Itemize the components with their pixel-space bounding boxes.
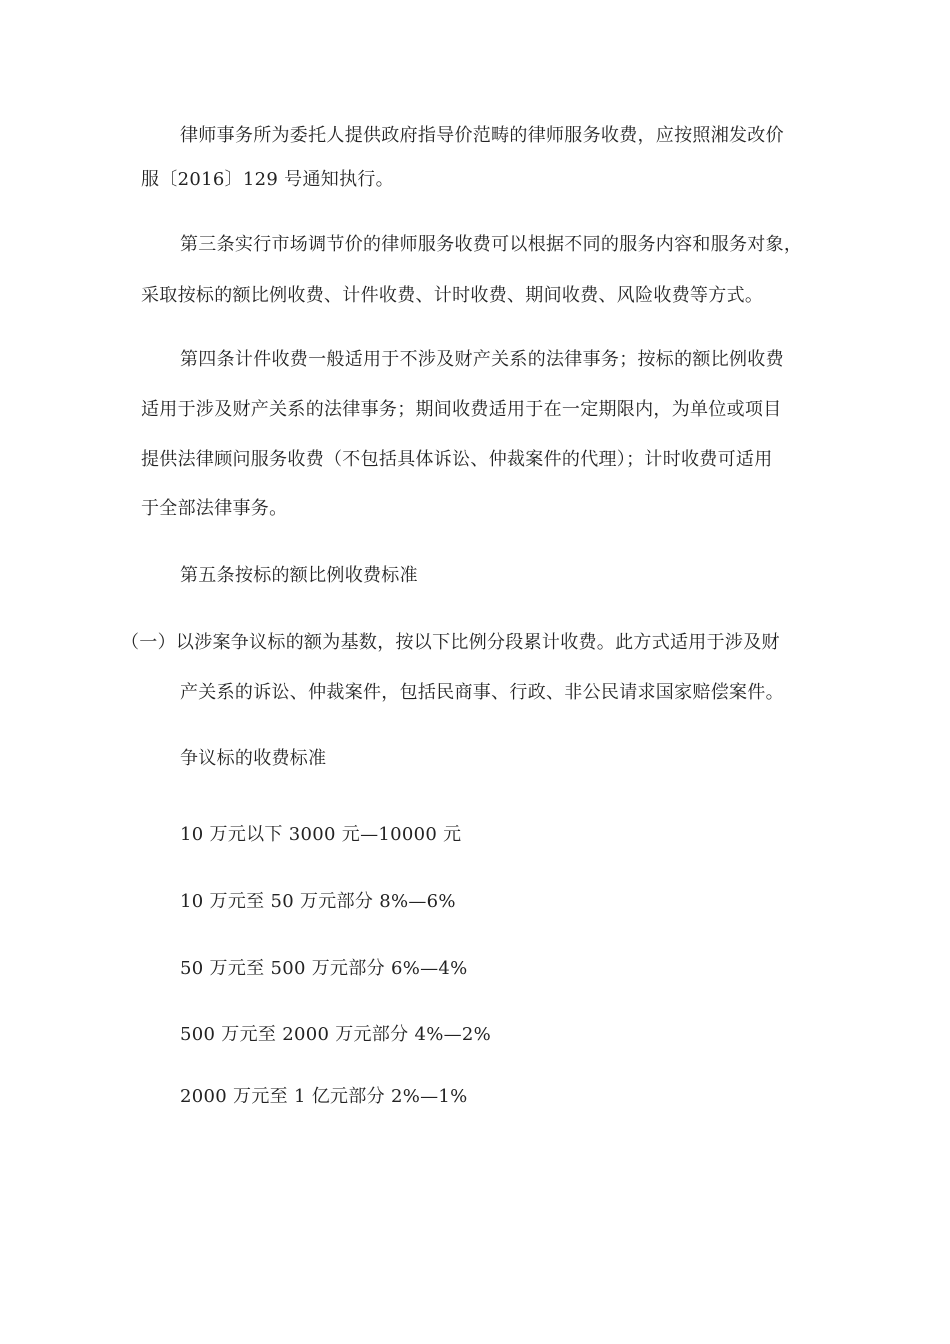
text-line: 于全部法律事务。 bbox=[141, 498, 288, 519]
fee-schedule-item: 10 万元至 50 万元部分 8%—6% bbox=[180, 891, 456, 912]
text-line: 律师事务所为委托人提供政府指导价范畴的律师服务收费，应按照湘发改价 bbox=[180, 125, 784, 146]
text-line: 产关系的诉讼、仲裁案件，包括民商事、行政、非公民请求国家赔偿案件。 bbox=[180, 682, 784, 703]
fee-schedule-item: 2000 万元至 1 亿元部分 2%—1% bbox=[180, 1086, 468, 1107]
text-line: （一）以涉案争议标的额为基数，按以下比例分段累计收费。此方式适用于涉及财 bbox=[121, 632, 780, 653]
fee-schedule-item: 50 万元至 500 万元部分 6%—4% bbox=[180, 958, 468, 979]
text-line: 争议标的收费标准 bbox=[180, 748, 327, 769]
text-line: 第五条按标的额比例收费标准 bbox=[180, 565, 418, 586]
text-line: 采取按标的额比例收费、计件收费、计时收费、期间收费、风险收费等方式。 bbox=[141, 285, 764, 306]
text-line: 第三条实行市场调节价的律师服务收费可以根据不同的服务内容和服务对象， bbox=[180, 234, 803, 255]
text-line: 适用于涉及财产关系的法律事务；期间收费适用于在一定期限内，为单位或项目 bbox=[141, 399, 782, 420]
fee-schedule-item: 10 万元以下 3000 元—10000 元 bbox=[180, 824, 462, 845]
fee-schedule-item: 500 万元至 2000 万元部分 4%—2% bbox=[180, 1024, 492, 1045]
text-line: 第四条计件收费一般适用于不涉及财产关系的法律事务；按标的额比例收费 bbox=[180, 349, 784, 370]
text-line: 提供法律顾问服务收费（不包括具体诉讼、仲裁案件的代理）；计时收费可适用 bbox=[141, 449, 773, 470]
text-line: 服〔2016〕129 号通知执行。 bbox=[141, 169, 394, 190]
